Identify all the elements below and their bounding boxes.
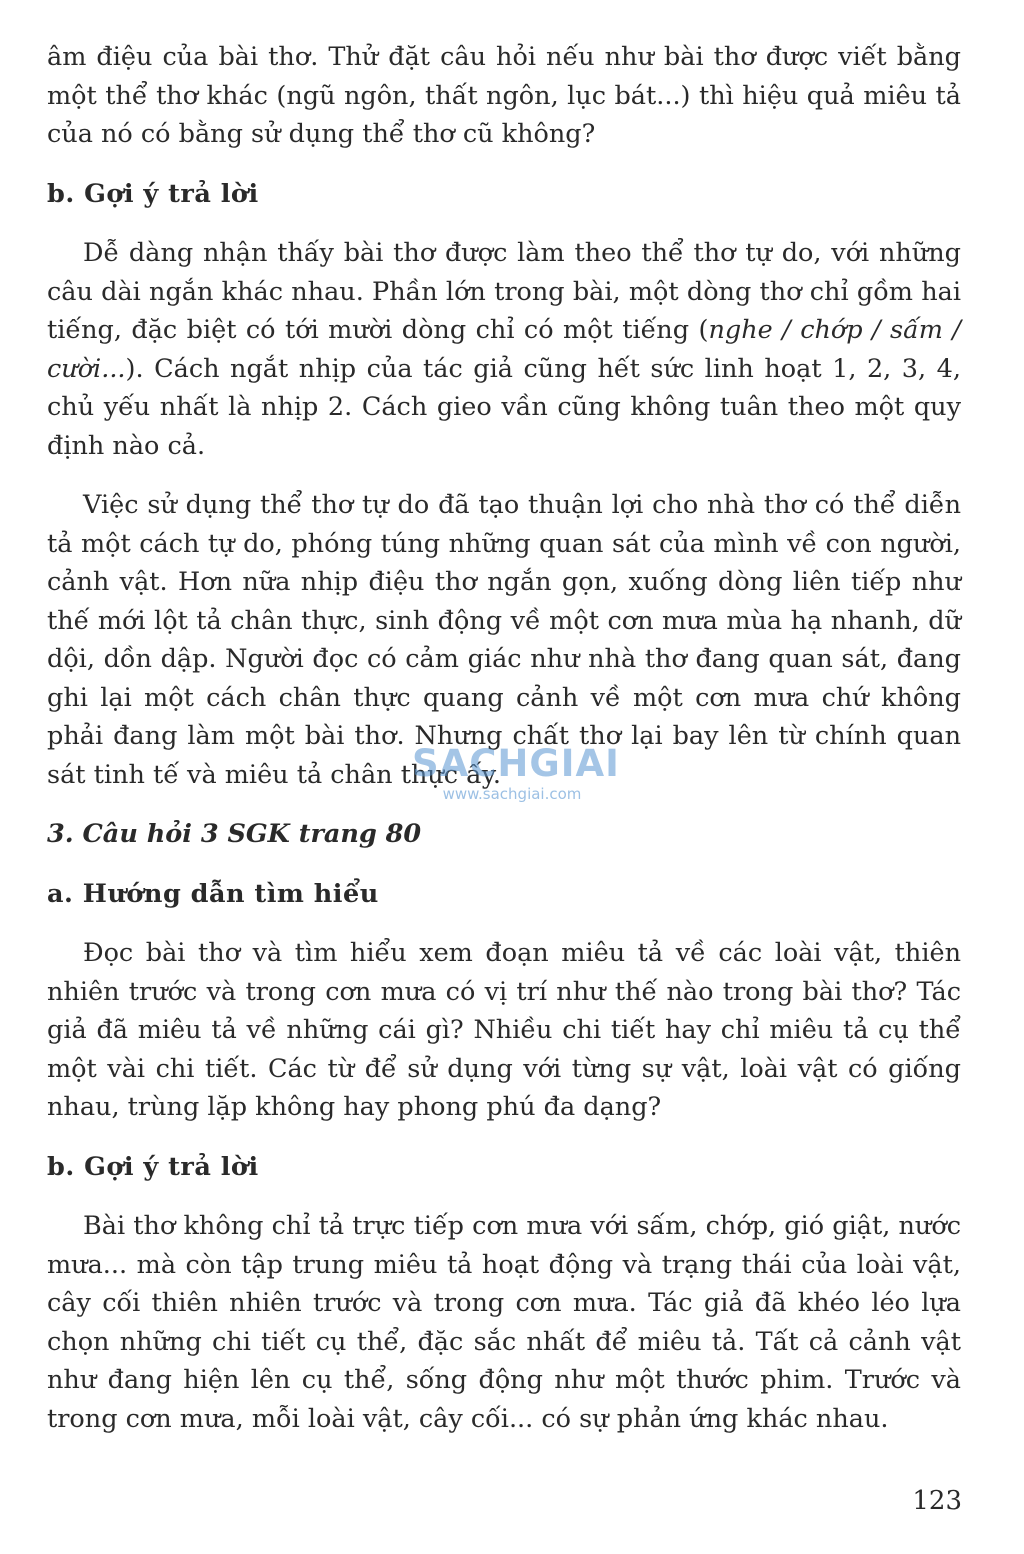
paragraph-answer-description: Bài thơ không chỉ tả trực tiếp cơn mưa với sấm, chớp, gió giật, nước mưa... mà còn tập trung miêu tả hoạt động và trạng thái của loài vật, cây cối thiên nhiên trước và trong cơn mưa. Tác giả đã khéo léo lựa chọn những chi tiết cụ thể, đặc sắc nhất để miêu tả. Tất cả cảnh vật như đang hiện lên cụ thể, sống động như một thước phim. Trước và trong cơn mưa, mỗi loài vật, cây cối... có sự phản ứng khác nhau. — [47, 1211, 961, 1434]
paragraph-verse-form-italic: nghe / chớp / sấm / cười... — [47, 315, 961, 384]
paragraph-verse-form-part-a: Dễ dàng nhận thấy bài thơ được làm theo thể thơ tự do, với những câu dài ngắn khác nhau. Phần lớn trong bài, một dòng thơ chỉ gồm hai tiếng, đặc biệt có tới mười dòng chỉ có một tiếng ( — [47, 238, 961, 345]
heading-study-guide: a. Hướng dẫn tìm hiểu — [47, 878, 379, 909]
heading-suggested-answer-2: b. Gợi ý trả lời — [47, 1151, 259, 1182]
paragraph-verse-form — [47, 234, 961, 465]
section-heading-question-3: 3. Câu hỏi 3 SGK trang 80 — [47, 819, 422, 849]
paragraph-study-guide: Đọc bài thơ và tìm hiểu xem đoạn miêu tả về các loài vật, thiên nhiên trước và trong cơn mưa có vị trí như thế nào trong bài thơ? Tác giả đã miêu tả về những cái gì? Nhiều chi tiết hay chỉ miêu tả cụ thể một vài chi tiết. Các từ để sử dụng với từng sự vật, loài vật có giống nhau, trùng lặp không hay phong phú đa dạng? — [47, 938, 961, 1122]
paragraph-verse-form-part-b: ). Cách ngắt nhịp của tác giả cũng hết sức linh hoạt 1, 2, 3, 4, chủ yếu nhất là nhịp 2. Cách gieo vần cũng không tuân theo một quy định nào cả. — [47, 353, 961, 461]
paragraph-free-verse-effect: Việc sử dụng thể thơ tự do đã tạo thuận lợi cho nhà thơ có thể diễn tả một cách tự do, phóng túng những quan sát của mình về con người, cảnh vật. Hơn nữa nhịp điệu thơ ngắn gọn, xuống dòng liên tiếp như thế mới lột tả chân thực, sinh động về một cơn mưa mùa hạ nhanh, dữ dội, dồn dập. Người đọc có cảm giác như nhà thơ đang quan sát, đang ghi lại một cách chân thực quang cảnh về một cơn mưa chứ không phải đang làm một bài thơ. Nhưng chất thơ lại bay lên từ chính quan sát tinh tế và miêu tả chân thực ấy. — [47, 490, 961, 790]
heading-suggested-answer-1: b. Gợi ý trả lời — [47, 178, 259, 209]
watermark-url: www.sachgiai.com — [442, 785, 582, 803]
page-number: 123 — [912, 1486, 962, 1516]
page-body — [47, 38, 961, 1438]
watermark-logo: SACHGIAI — [412, 742, 620, 785]
paragraph-intro: âm điệu của bài thơ. Thử đặt câu hỏi nếu như bài thơ được viết bằng một thể thơ khác (ngũ ngôn, thất ngôn, lục bát...) thì hiệu quả miêu tả của nó có bằng sử dụng thể thơ cũ không? — [47, 42, 961, 149]
